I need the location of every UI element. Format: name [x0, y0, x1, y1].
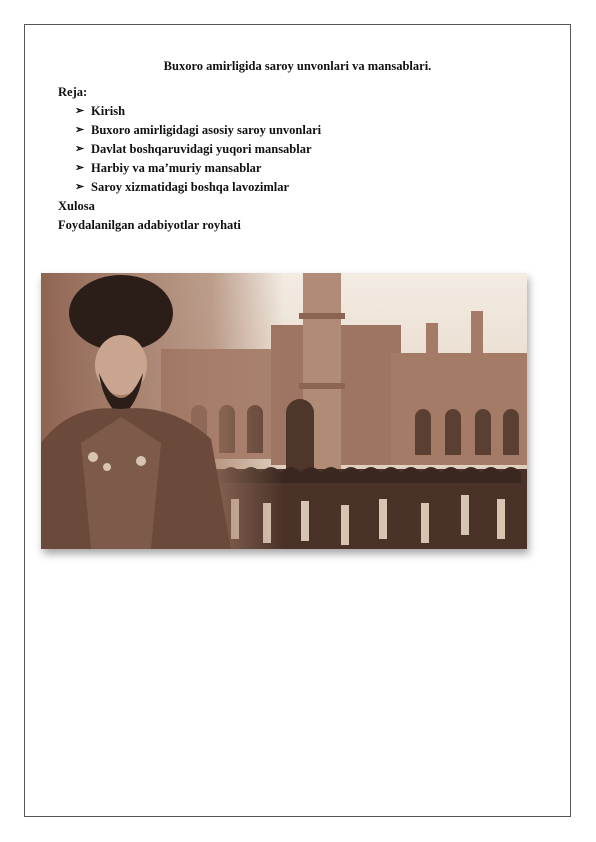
- conclusion-line: Xulosa: [58, 199, 95, 213]
- arrow-bullet-icon: ➢: [75, 124, 85, 136]
- plan-item-label: Saroy xizmatidagi boshqa lavozimlar: [91, 180, 290, 194]
- document-page: [24, 24, 571, 817]
- plan-item-label: Davlat boshqaruvidagi yuqori mansablar: [91, 142, 312, 156]
- plan-item-label: Buxoro amirligidagi asosiy saroy unvonlari: [91, 123, 322, 137]
- arrow-bullet-icon: ➢: [75, 162, 85, 174]
- document-body: [58, 83, 321, 235]
- list-item: [75, 140, 321, 159]
- plan-item-label: Harbiy va ma’muriy mansablar: [91, 161, 262, 175]
- page-title: Buxoro amirligida saroy unvonlari va mansablari.: [163, 59, 432, 73]
- historical-photo: [41, 273, 527, 549]
- arrow-bullet-icon: ➢: [75, 143, 85, 155]
- plan-list: [58, 102, 321, 197]
- references-line: Foydalanilgan adabiyotlar royhati: [58, 218, 241, 232]
- plan-item-label: Kirish: [91, 104, 126, 118]
- arrow-bullet-icon: ➢: [75, 181, 85, 193]
- plan-heading: Reja:: [58, 85, 88, 99]
- photo-illustration: [41, 273, 527, 549]
- list-item: [75, 178, 321, 197]
- list-item: [75, 121, 321, 140]
- arrow-bullet-icon: ➢: [75, 105, 85, 117]
- list-item: [75, 102, 321, 121]
- list-item: [75, 159, 321, 178]
